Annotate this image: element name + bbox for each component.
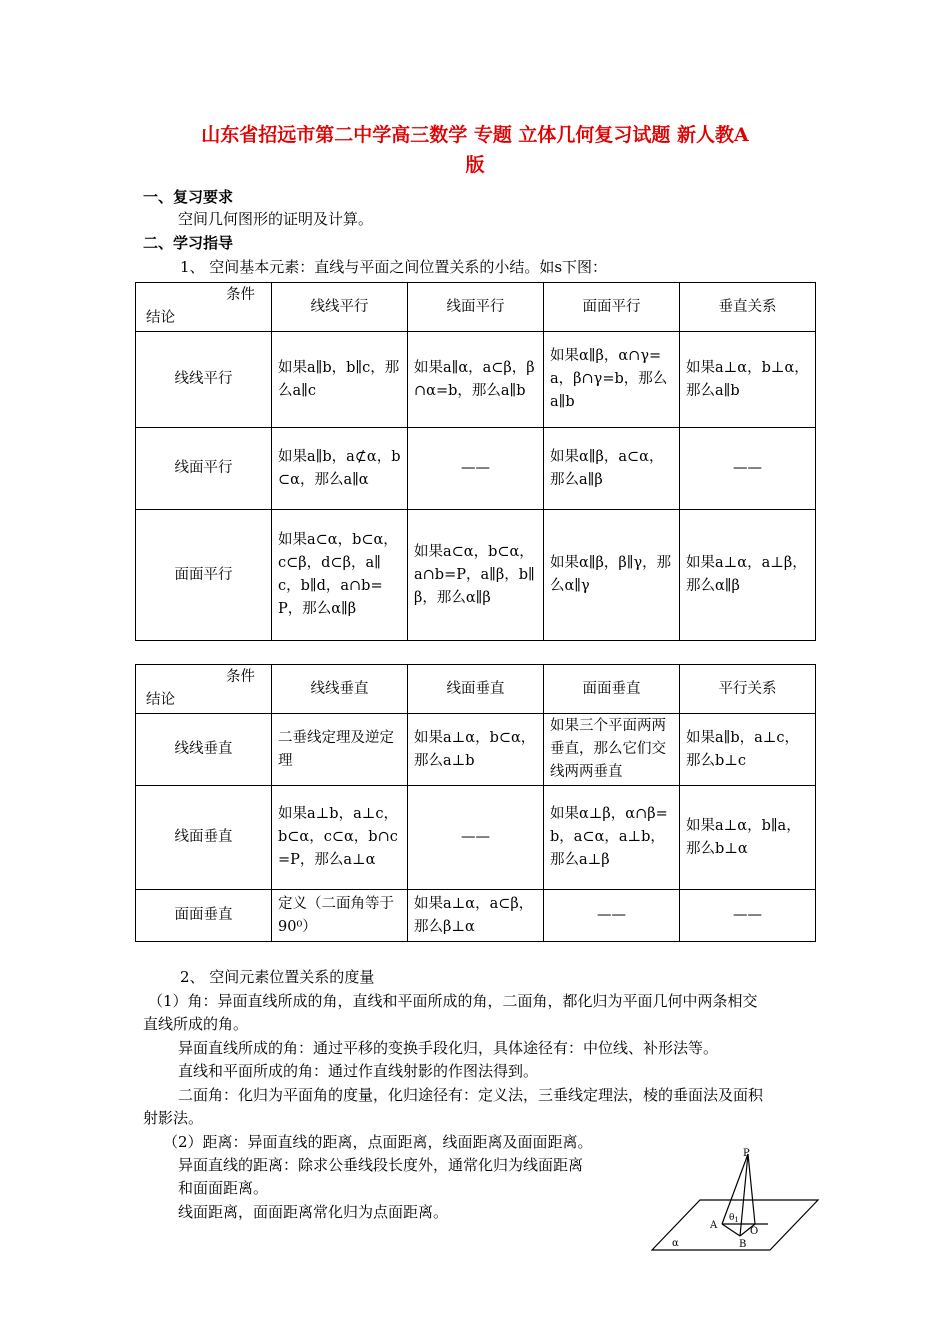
theta-symbol: θ (729, 1213, 735, 1223)
table1-cell: 如果a∥α，a⊂β，β∩α=b，那么a∥b (408, 332, 544, 428)
label-B: B (739, 1239, 747, 1250)
label-P: P (743, 1148, 750, 1159)
table1-cell: 如果α∥β，β∥γ，那么α∥γ (544, 510, 680, 641)
line-plane-angle-text: 直线和平面所成的角：通过作直线射影的作图法得到。 (178, 1062, 539, 1080)
dihedral-text-line-2: 射影法。 (143, 1109, 204, 1127)
table1-cell: 如果a⊂α，b⊂α，c⊂β，d⊂β，a∥c，b∥d，a∩b=P，那么α∥β (272, 510, 408, 641)
table2-header: 线面垂直 (408, 665, 544, 714)
table1-corner-cell (136, 283, 272, 332)
table-row (136, 714, 816, 786)
table2-cell: 二垂线定理及逆定理 (272, 714, 408, 786)
table2-corner-condition: 条件 (226, 669, 255, 685)
table1-header: 线面平行 (408, 283, 544, 332)
document-title (140, 120, 810, 180)
angle-paragraph-line-1: （1）角：异面直线所成的角，直线和平面所成的角，二面角，都化归为平面几何中两条相交 (148, 992, 758, 1010)
table-row (136, 890, 816, 942)
table-row (136, 428, 816, 510)
skew-distance-line-1: 异面直线的距离：除求公垂线段长度外，通常化归为线面距离 (178, 1156, 584, 1174)
dihedral-text-line-1: 二面角：化归为平面角的度量，化归途径有：定义法，三垂线定理法，棱的垂面法及面积 (178, 1086, 764, 1104)
table1-cell: 如果a⊥α，b⊥α，那么a∥b (680, 332, 816, 428)
item-2-text: 2、 空间元素位置关系的度量 (180, 968, 375, 986)
table1-cell: —— (680, 428, 816, 510)
line-plane-distance-text: 线面距离，面面距离常化归为点面距离。 (178, 1203, 449, 1221)
table2-cell: 定义（二面角等于90⁰） (272, 890, 408, 942)
table-row (136, 510, 816, 641)
table1-row-label: 线面平行 (136, 428, 272, 510)
perpendicular-PO (748, 1154, 755, 1224)
table2-row-label: 线面垂直 (136, 786, 272, 890)
table2-cell: 如果α⊥β，α∩β=b，a⊂α，a⊥b，那么a⊥β (544, 786, 680, 890)
table2-corner-conclusion: 结论 (146, 692, 175, 708)
table1-corner-conclusion: 结论 (146, 310, 175, 326)
table2-cell: —— (680, 890, 816, 942)
table2-header: 面面垂直 (544, 665, 680, 714)
section-2-heading: 二、学习指导 (143, 234, 234, 252)
distance-paragraph: （2）距离：异面直线的距离，点面距离，线面距离及面面距离。 (163, 1133, 593, 1151)
table2-cell: 如果a⊥α，b∥a，那么b⊥α (680, 786, 816, 890)
table1-cell: 如果a⊥α，a⊥β，那么α∥β (680, 510, 816, 641)
table2-corner-cell (136, 665, 272, 714)
title-line-2: 版 (465, 154, 485, 176)
item-1-text: 1、 空间基本元素：直线与平面之间位置关系的小结。如s下图： (180, 258, 608, 276)
table2-cell: —— (544, 890, 680, 942)
table1-row-label: 面面平行 (136, 510, 272, 641)
table1-header: 线线平行 (272, 283, 408, 332)
parallel-relations-table (135, 282, 816, 641)
table2-cell: —— (408, 786, 544, 890)
label-alpha: α (672, 1238, 679, 1249)
table1-cell: 如果a⊂α，b⊂α，a∩b=P，a∥β，b∥β，那么α∥β (408, 510, 544, 641)
label-O: O (750, 1226, 759, 1237)
table1-header: 面面平行 (544, 283, 680, 332)
segment-AB (722, 1224, 740, 1236)
table2-row-label: 线线垂直 (136, 714, 272, 786)
label-A: A (710, 1220, 718, 1231)
section-1-text: 空间几何图形的证明及计算。 (178, 210, 374, 228)
table1-header: 垂直关系 (680, 283, 816, 332)
perpendicular-relations-table (135, 664, 816, 942)
table1-cell: 如果a∥b，a⊄α，b⊂α，那么a∥α (272, 428, 408, 510)
skew-angle-text: 异面直线所成的角：通过平移的变换手段化归，具体途径有：中位线、补形法等。 (178, 1039, 719, 1057)
theta-subscript: 1 (734, 1216, 739, 1224)
table2-cell: 如果三个平面两两垂直，那么它们交线两两垂直 (544, 714, 680, 786)
table2-cell: 如果a⊥α，b⊂α，那么a⊥b (408, 714, 544, 786)
table2-cell: 如果a⊥α，a⊂β，那么β⊥α (408, 890, 544, 942)
table-row (136, 332, 816, 428)
table2-cell: 如果a⊥b，a⊥c，b⊂α，c⊂α，b∩c=P，那么a⊥α (272, 786, 408, 890)
table1-cell: 如果α∥β，a⊂α，那么a∥β (544, 428, 680, 510)
skew-distance-line-2: 和面面距离。 (178, 1179, 269, 1197)
table2-header: 平行关系 (680, 665, 816, 714)
table1-cell: 如果a∥b，b∥c，那么a∥c (272, 332, 408, 428)
title-line-1: 山东省招远市第二中学高三数学 专题 立体几何复习试题 新人教A (201, 124, 749, 146)
table1-row-label: 线线平行 (136, 332, 272, 428)
table2-cell: 如果a∥b，a⊥c，那么b⊥c (680, 714, 816, 786)
table1-cell: 如果α∥β，α∩γ=a，β∩γ=b，那么a∥b (544, 332, 680, 428)
table2-header: 线线垂直 (272, 665, 408, 714)
label-theta (729, 1213, 739, 1224)
table-row (136, 786, 816, 890)
section-1-heading: 一、复习要求 (143, 188, 234, 206)
table2-row-label: 面面垂直 (136, 890, 272, 942)
point-plane-figure (650, 1148, 820, 1258)
table1-corner-condition: 条件 (226, 287, 255, 303)
angle-paragraph-line-2: 直线所成的角。 (143, 1015, 249, 1033)
table1-cell: —— (408, 428, 544, 510)
